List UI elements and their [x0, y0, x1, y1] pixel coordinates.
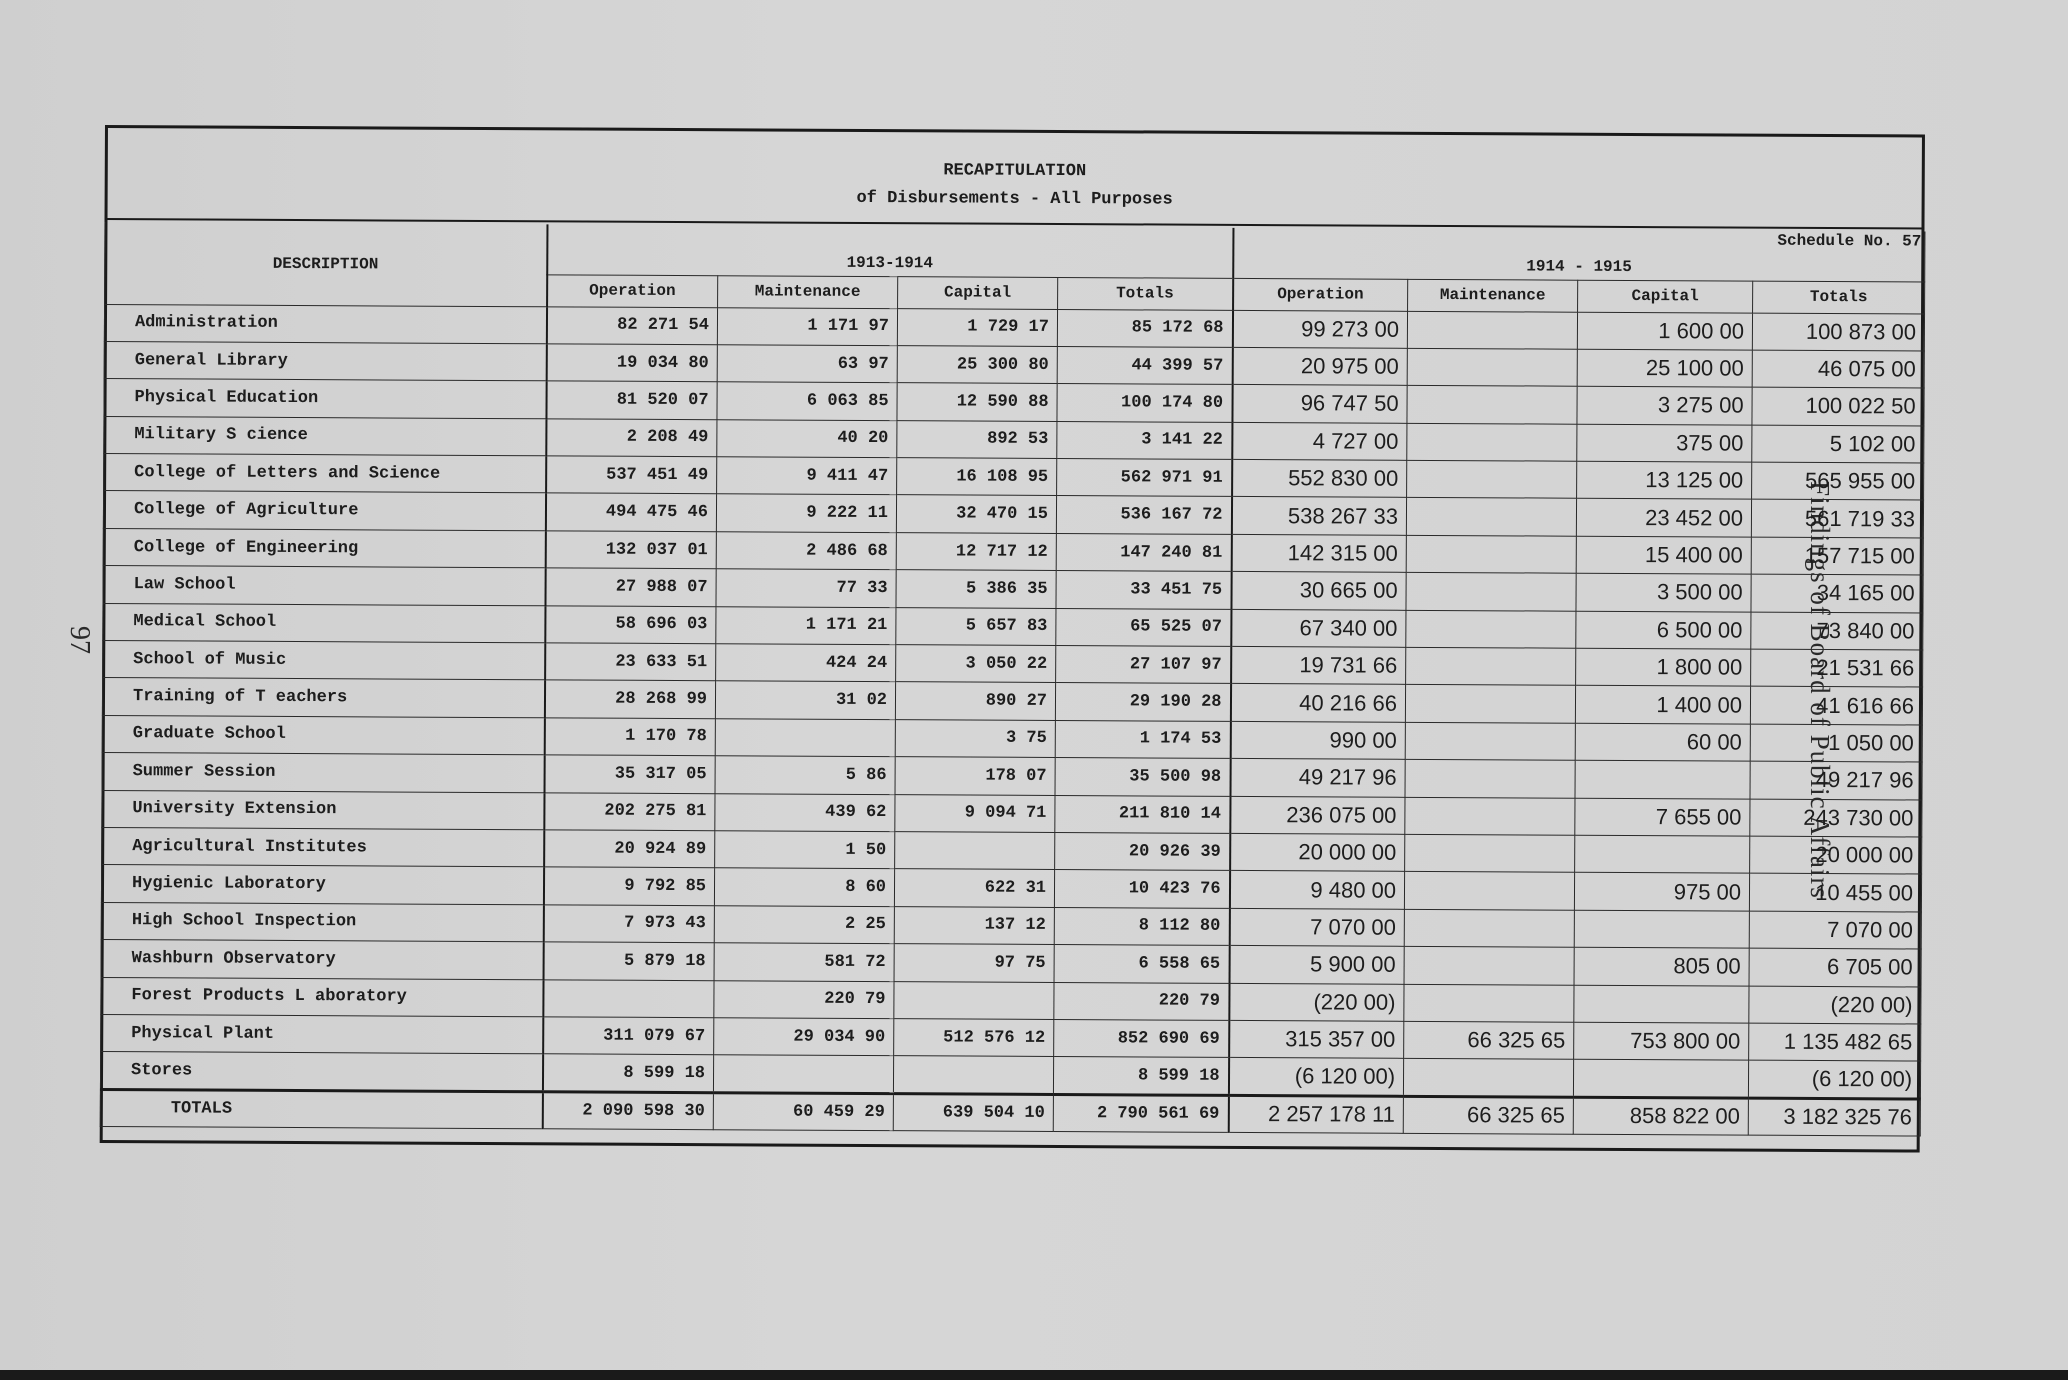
column-header: Capital	[1578, 280, 1753, 313]
amount-cell: 3 500 00	[1576, 573, 1751, 611]
amount-cell: 30 665 00	[1231, 572, 1406, 610]
amount-cell	[1405, 760, 1575, 798]
amount-cell	[1404, 909, 1574, 947]
amount-cell: 81 520 07	[546, 381, 717, 419]
amount-cell: 892 53	[897, 420, 1057, 458]
amount-cell: 7 070 00	[1229, 908, 1404, 946]
amount-cell: 19 034 80	[546, 344, 717, 382]
total-cell: 2 257 178 11	[1228, 1095, 1403, 1133]
year-header-row	[105, 222, 1925, 282]
amount-cell: 6 705 00	[1749, 948, 1921, 986]
amount-cell: 439 62	[715, 793, 895, 831]
amount-cell: 15 400 00	[1576, 536, 1751, 574]
amount-cell: 8 599 18	[1053, 1057, 1228, 1095]
amount-cell: 46 075 00	[1752, 350, 1924, 388]
running-head: Findings of Board of Public Affairs	[1805, 481, 1835, 899]
amount-cell: 12 717 12	[896, 532, 1056, 570]
amount-cell: 211 810 14	[1055, 795, 1230, 833]
row-description: Physical Plant	[101, 1014, 543, 1054]
amount-cell: 67 340 00	[1231, 609, 1406, 647]
total-cell: 2 090 598 30	[542, 1092, 713, 1130]
amount-cell: 805 00	[1574, 947, 1749, 985]
amount-cell: 20 975 00	[1232, 347, 1407, 385]
amount-cell: 565 955 00	[1752, 462, 1924, 500]
amount-cell: 552 830 00	[1232, 459, 1407, 497]
amount-cell: (220 00)	[1229, 983, 1404, 1021]
amount-cell: 8 112 80	[1054, 907, 1229, 945]
row-description: Washburn Observatory	[101, 940, 543, 980]
amount-cell: 3 141 22	[1057, 421, 1232, 459]
amount-cell	[1404, 946, 1574, 984]
amount-cell: 60 00	[1575, 723, 1750, 761]
amount-cell: 990 00	[1230, 721, 1405, 759]
amount-cell: 7 070 00	[1749, 911, 1921, 949]
amount-cell: 96 747 50	[1232, 385, 1407, 423]
column-header: Totals	[1058, 277, 1233, 310]
amount-cell: 33 451 75	[1056, 571, 1231, 609]
amount-cell: 66 325 65	[1404, 1021, 1574, 1059]
amount-cell	[1574, 985, 1749, 1023]
amount-cell: 562 971 91	[1057, 459, 1232, 497]
amount-cell	[894, 981, 1054, 1019]
amount-cell: (6 120 00)	[1748, 1060, 1920, 1098]
amount-cell: 7 655 00	[1575, 798, 1750, 836]
amount-cell: 25 100 00	[1577, 349, 1752, 387]
row-description: University Extension	[102, 790, 544, 830]
amount-cell: 31 02	[715, 681, 895, 719]
column-header: Maintenance	[1408, 279, 1578, 312]
description-header: DESCRIPTION	[105, 222, 547, 306]
amount-cell	[1575, 760, 1750, 798]
amount-cell	[1407, 386, 1577, 424]
amount-cell: (220 00)	[1749, 986, 1921, 1024]
amount-cell: 236 075 00	[1230, 796, 1405, 834]
page-number: 97	[64, 626, 95, 654]
row-description: Agricultural Institutes	[102, 827, 544, 867]
amount-cell: 65 525 07	[1056, 608, 1231, 646]
row-description: Graduate School	[102, 715, 544, 755]
amount-cell: 27 988 07	[545, 568, 716, 606]
amount-cell: 6 500 00	[1576, 611, 1751, 649]
amount-cell: 35 500 98	[1055, 758, 1230, 796]
amount-cell: 890 27	[895, 682, 1055, 720]
amount-cell: 12 590 88	[897, 383, 1057, 421]
row-description: Physical Education	[104, 379, 546, 419]
amount-cell: 147 240 81	[1056, 533, 1231, 571]
row-description: College of Engineering	[103, 528, 545, 568]
amount-cell	[1407, 423, 1577, 461]
amount-cell: 243 730 00	[1750, 799, 1922, 837]
amount-cell: 1 050 00	[1750, 724, 1922, 762]
amount-cell: (6 120 00)	[1228, 1058, 1403, 1096]
amount-cell	[1573, 1060, 1748, 1098]
amount-cell: 375 00	[1577, 424, 1752, 462]
amount-cell: 9 222 11	[716, 494, 896, 532]
amount-cell: 58 696 03	[545, 605, 716, 643]
amount-cell: 2 486 68	[716, 532, 896, 570]
amount-cell	[1403, 1059, 1573, 1097]
amount-cell: 178 07	[895, 757, 1055, 795]
amount-cell	[1406, 610, 1576, 648]
amount-cell: 85 172 68	[1057, 309, 1232, 347]
amount-cell: 1 174 53	[1055, 720, 1230, 758]
amount-cell	[1404, 984, 1574, 1022]
amount-cell: 852 690 69	[1054, 1019, 1229, 1057]
amount-cell: 6 063 85	[717, 382, 897, 420]
row-description: Hygienic Laboratory	[101, 865, 543, 905]
amount-cell: 25 300 80	[897, 346, 1057, 384]
amount-cell: 753 800 00	[1574, 1022, 1749, 1060]
amount-cell	[1407, 311, 1577, 349]
amount-cell: 137 12	[894, 906, 1054, 944]
amount-cell	[1405, 722, 1575, 760]
amount-cell: 97 75	[894, 944, 1054, 982]
amount-cell: 77 33	[716, 569, 896, 607]
amount-cell: 1 171 97	[717, 307, 897, 345]
amount-cell: 1 135 482 65	[1749, 1023, 1921, 1061]
title-block	[105, 125, 1925, 230]
amount-cell	[1407, 348, 1577, 386]
amount-cell: 20 924 89	[544, 830, 715, 868]
amount-cell: 41 616 66	[1750, 687, 1922, 725]
amount-cell: 63 97	[717, 345, 897, 383]
amount-cell: 20 000 00	[1750, 836, 1922, 874]
amount-cell: 44 399 57	[1057, 346, 1232, 384]
amount-cell	[1406, 647, 1576, 685]
amount-cell: 311 079 67	[543, 1017, 714, 1055]
amount-cell: 538 267 33	[1231, 497, 1406, 535]
amount-cell: 1 600 00	[1577, 312, 1752, 350]
row-description: High School Inspection	[101, 902, 543, 942]
amount-cell: 622 31	[894, 869, 1054, 907]
total-cell: 858 822 00	[1573, 1097, 1748, 1135]
amount-cell: 9 792 85	[543, 867, 714, 905]
row-description: Law School	[103, 566, 545, 606]
amount-cell: 424 24	[716, 644, 896, 682]
amount-cell	[1404, 872, 1574, 910]
amount-cell: 10 455 00	[1749, 873, 1921, 911]
amount-cell: 220 79	[714, 980, 894, 1018]
amount-cell: 9 411 47	[717, 457, 897, 495]
row-description: Military S cience	[104, 416, 546, 456]
amount-cell: 100 873 00	[1752, 313, 1924, 351]
amount-cell: 8 60	[714, 868, 894, 906]
amount-cell: 5 102 00	[1752, 425, 1924, 463]
column-header: Totals	[1753, 281, 1925, 314]
total-cell: 60 459 29	[713, 1092, 893, 1130]
amount-cell	[1407, 460, 1577, 498]
amount-cell: 5 386 35	[896, 570, 1056, 608]
amount-cell: 9 094 71	[895, 794, 1055, 832]
amount-cell: 82 271 54	[546, 306, 717, 344]
year-1914-1915-header: 1914 - 1915	[1233, 228, 1925, 282]
amount-cell: 100 022 50	[1752, 387, 1924, 425]
column-header: Capital	[898, 276, 1058, 309]
amount-cell: 7 973 43	[543, 905, 714, 943]
totals-label: TOTALS	[100, 1089, 542, 1129]
table-body	[100, 304, 1924, 1099]
amount-cell: 5 86	[715, 756, 895, 794]
amount-cell: 49 217 96	[1750, 761, 1922, 799]
amount-cell: 9 480 00	[1229, 871, 1404, 909]
amount-cell: 29 034 90	[714, 1018, 894, 1056]
amount-cell: 581 72	[714, 943, 894, 981]
amount-cell: 16 108 95	[897, 458, 1057, 496]
amount-cell: 561 719 33	[1751, 500, 1923, 538]
amount-cell: 34 165 00	[1751, 574, 1923, 612]
amount-cell: 3 050 22	[896, 645, 1056, 683]
amount-cell: 5 879 18	[543, 942, 714, 980]
amount-cell: 4 727 00	[1232, 422, 1407, 460]
amount-cell	[1574, 910, 1749, 948]
amount-cell: 5 657 83	[896, 607, 1056, 645]
schedule-number: Schedule No. 57	[1777, 231, 1922, 251]
amount-cell	[1406, 535, 1576, 573]
amount-cell	[895, 832, 1055, 870]
amount-cell: 537 451 49	[546, 456, 717, 494]
column-header: Maintenance	[718, 275, 898, 308]
amount-cell: 23 452 00	[1576, 499, 1751, 537]
schedule-sheet	[100, 125, 1930, 1155]
amount-cell: 1 800 00	[1576, 648, 1751, 686]
amount-cell: 13 125 00	[1577, 461, 1752, 499]
amount-cell: 32 470 15	[896, 495, 1056, 533]
column-header: Operation	[1233, 278, 1408, 311]
row-description: Stores	[100, 1052, 542, 1092]
total-cell: 2 790 561 69	[1053, 1094, 1228, 1132]
page-bottom-edge	[0, 1370, 2068, 1380]
title-line-1: RECAPITULATION	[943, 161, 1087, 182]
amount-cell: 40 20	[717, 419, 897, 457]
amount-cell: 2 25	[714, 905, 894, 943]
amount-cell: 1 400 00	[1575, 686, 1750, 724]
year-1913-1914-header: 1913-1914	[547, 224, 1233, 278]
amount-cell: 19 731 66	[1231, 646, 1406, 684]
amount-cell: 494 475 46	[545, 493, 716, 531]
amount-cell: 3 275 00	[1577, 386, 1752, 424]
amount-cell: 220 79	[1054, 982, 1229, 1020]
row-description: School of Music	[103, 641, 545, 681]
amount-cell: 2 208 49	[546, 418, 717, 456]
amount-cell	[1405, 685, 1575, 723]
amount-cell: 10 423 76	[1054, 870, 1229, 908]
amount-cell: 28 268 99	[544, 680, 715, 718]
amount-cell: 21 531 66	[1751, 649, 1923, 687]
amount-cell: 315 357 00	[1229, 1020, 1404, 1058]
amount-cell: 100 174 80	[1057, 384, 1232, 422]
amount-cell: 35 317 05	[544, 755, 715, 793]
amount-cell: 142 315 00	[1231, 534, 1406, 572]
amount-cell	[1575, 835, 1750, 873]
amount-cell: 1 50	[715, 831, 895, 869]
row-description: Administration	[104, 304, 546, 344]
amount-cell: 40 216 66	[1230, 684, 1405, 722]
amount-cell: 27 107 97	[1056, 646, 1231, 684]
amount-cell: 73 840 00	[1751, 612, 1923, 650]
amount-cell: 3 75	[895, 719, 1055, 757]
column-header: Operation	[547, 274, 718, 307]
total-cell: 3 182 325 76	[1748, 1098, 1920, 1136]
amount-cell: 49 217 96	[1230, 759, 1405, 797]
amount-cell: 23 633 51	[545, 643, 716, 681]
row-description: Training of T eachers	[102, 678, 544, 718]
total-cell: 639 504 10	[893, 1093, 1053, 1131]
amount-cell: 157 715 00	[1751, 537, 1923, 575]
amount-cell: 5 900 00	[1229, 946, 1404, 984]
amount-cell	[1405, 834, 1575, 872]
row-description: General Library	[104, 341, 546, 381]
amount-cell: 20 000 00	[1230, 833, 1405, 871]
amount-cell: 512 576 12	[894, 1019, 1054, 1057]
amount-cell: 99 273 00	[1232, 310, 1407, 348]
amount-cell	[715, 719, 895, 757]
row-description: Medical School	[103, 603, 545, 643]
amount-cell: 29 190 28	[1055, 683, 1230, 721]
recapitulation-table	[100, 222, 1926, 1137]
row-description: College of Letters and Science	[104, 454, 546, 494]
amount-cell: 975 00	[1574, 873, 1749, 911]
row-description: Summer Session	[102, 753, 544, 793]
amount-cell	[543, 979, 714, 1017]
title-line-2: of Disbursements - All Purposes	[856, 188, 1173, 210]
amount-cell: 1 729 17	[897, 308, 1057, 346]
row-description: Forest Products L aboratory	[101, 977, 543, 1017]
amount-cell	[1406, 498, 1576, 536]
amount-cell	[893, 1056, 1053, 1094]
amount-cell: 132 037 01	[545, 531, 716, 569]
amount-cell: 1 171 21	[716, 606, 896, 644]
total-cell: 66 325 65	[1403, 1096, 1573, 1134]
amount-cell	[1406, 573, 1576, 611]
amount-cell: 202 275 81	[544, 792, 715, 830]
amount-cell: 536 167 72	[1056, 496, 1231, 534]
amount-cell: 1 170 78	[544, 718, 715, 756]
amount-cell: 8 599 18	[542, 1054, 713, 1092]
amount-cell	[713, 1055, 893, 1093]
amount-cell	[1405, 797, 1575, 835]
amount-cell: 20 926 39	[1055, 832, 1230, 870]
amount-cell: 6 558 65	[1054, 945, 1229, 983]
row-description: College of Agriculture	[103, 491, 545, 531]
